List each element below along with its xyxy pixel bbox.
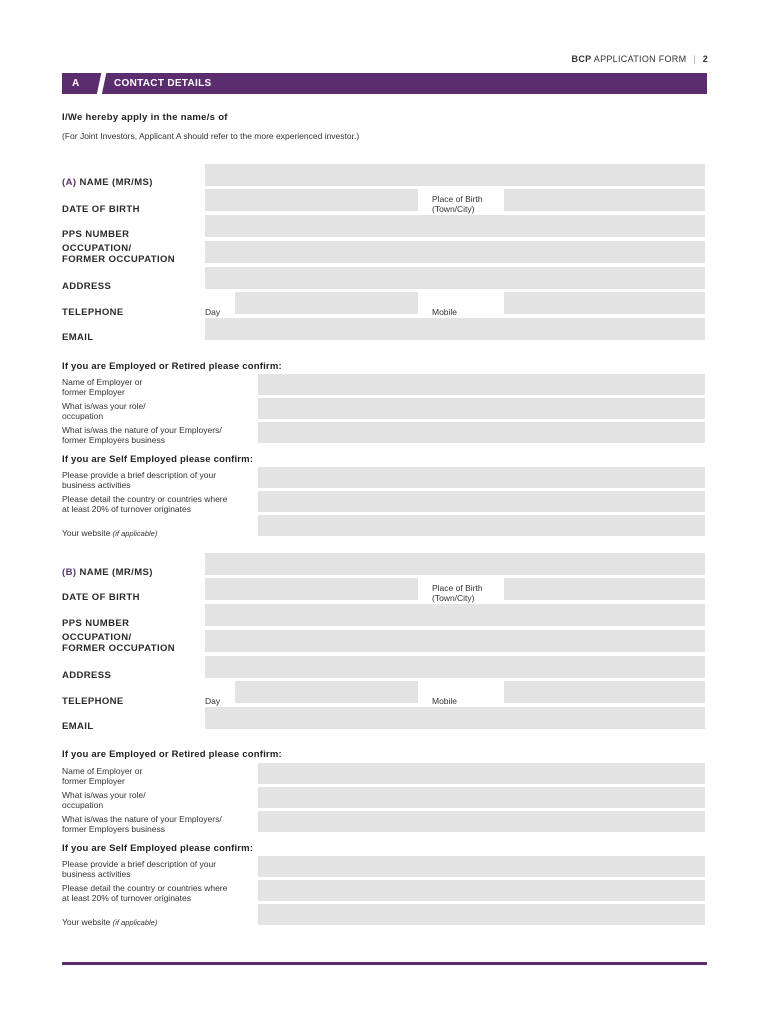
applicant-a-website-label <box>62 528 157 539</box>
applicant-a-turnover-field[interactable] <box>258 491 705 512</box>
occupation-line-2: FORMER OCCUPATION <box>62 643 176 654</box>
section-letter: A <box>72 78 80 89</box>
applicant-b-pps-field[interactable] <box>205 604 705 626</box>
employer-line-2: former Employer <box>62 387 125 397</box>
applicant-a-website-field[interactable] <box>258 515 705 536</box>
applicant-b-telephone-label: TELEPHONE <box>62 696 124 707</box>
occupation-line-2: FORMER OCCUPATION <box>62 254 176 265</box>
applicant-b-occupation-field[interactable] <box>205 630 705 652</box>
brand-name: BCP <box>571 54 592 64</box>
applicant-a-place-of-birth-field[interactable] <box>504 189 705 211</box>
applicant-b-activities-field[interactable] <box>258 856 705 877</box>
role-line-1: What is/was your role/ <box>62 790 146 800</box>
turnover-line-2: at least 20% of turnover originates <box>62 893 191 903</box>
applicant-b-email-label: EMAIL <box>62 721 94 732</box>
role-line-2: occupation <box>62 800 104 810</box>
applicant-a-occupation-field[interactable] <box>205 241 705 263</box>
applicant-a-day-phone-field[interactable] <box>235 292 418 314</box>
turnover-line-1: Please detail the country or countries where <box>62 494 228 504</box>
nature-line-1: What is/was the nature of your Employers/ <box>62 814 222 824</box>
applicant-a-employer-field[interactable] <box>258 374 705 395</box>
website-label-text: Your website <box>62 917 111 927</box>
occupation-line-1: OCCUPATION/ <box>62 632 132 643</box>
applicant-b-dob-label: DATE OF BIRTH <box>62 592 140 603</box>
activities-line-2: business activities <box>62 869 131 879</box>
section-title: CONTACT DETAILS <box>114 78 212 89</box>
applicant-a-dob-field[interactable] <box>205 189 418 211</box>
applicant-a-mobile-field[interactable] <box>504 292 705 314</box>
applicant-b-website-field[interactable] <box>258 904 705 925</box>
applicant-a-self-employed-heading: If you are Self Employed please confirm: <box>62 454 254 465</box>
role-line-1: What is/was your role/ <box>62 401 146 411</box>
place-of-birth-line-2: (Town/City) <box>432 593 475 603</box>
activities-line-1: Please provide a brief description of your <box>62 470 217 480</box>
applicant-b-occupation-label <box>62 632 175 654</box>
website-note: (if applicable) <box>112 918 158 927</box>
activities-line-2: business activities <box>62 480 131 490</box>
place-of-birth-line-1: Place of Birth <box>432 583 483 593</box>
footer-rule <box>62 962 707 965</box>
joint-investors-note: (For Joint Investors, Applicant A should refer to the more experienced investor.) <box>62 131 360 141</box>
applicant-a-occupation-label <box>62 243 175 265</box>
applicant-a-role-field[interactable] <box>258 398 705 419</box>
applicant-a-email-field[interactable] <box>205 318 705 340</box>
applicant-b-mobile-label: Mobile <box>432 696 458 706</box>
applicant-b-email-field[interactable] <box>205 707 705 729</box>
role-line-2: occupation <box>62 411 104 421</box>
website-label-text: Your website <box>62 528 111 538</box>
applicant-a-address-label: ADDRESS <box>62 281 112 292</box>
applicant-a-prefix: (A) <box>62 177 77 188</box>
applicant-b-place-of-birth-field[interactable] <box>504 578 705 600</box>
applicant-b-employer-label <box>62 766 142 786</box>
applicant-b-nature-field[interactable] <box>258 811 705 832</box>
applicant-b-employed-heading: If you are Employed or Retired please confirm: <box>62 749 282 760</box>
applicant-b-prefix: (B) <box>62 567 77 578</box>
place-of-birth-line-2: (Town/City) <box>432 204 475 214</box>
activities-line-1: Please provide a brief description of your <box>62 859 217 869</box>
applicant-b-role-field[interactable] <box>258 787 705 808</box>
applicant-b-turnover-label <box>62 883 227 903</box>
occupation-line-1: OCCUPATION/ <box>62 243 132 254</box>
applicant-b-role-label <box>62 790 146 810</box>
applicant-b-employer-field[interactable] <box>258 763 705 784</box>
employer-line-1: Name of Employer or <box>62 377 143 387</box>
nature-line-2: former Employers business <box>62 435 165 445</box>
website-note: (if applicable) <box>112 529 158 538</box>
applicant-a-day-label: Day <box>205 307 221 317</box>
applicant-a-place-of-birth-label <box>432 194 483 214</box>
name-label-text: NAME (MR/MS) <box>79 567 153 578</box>
applicant-b-address-field[interactable] <box>205 656 705 678</box>
turnover-line-1: Please detail the country or countries where <box>62 883 228 893</box>
nature-line-2: former Employers business <box>62 824 165 834</box>
applicant-a-role-label <box>62 401 146 421</box>
nature-line-1: What is/was the nature of your Employers/ <box>62 425 222 435</box>
applicant-a-turnover-label <box>62 494 227 514</box>
applicant-b-turnover-field[interactable] <box>258 880 705 901</box>
applicant-a-telephone-label: TELEPHONE <box>62 307 124 318</box>
applicant-b-mobile-field[interactable] <box>504 681 705 703</box>
applicant-b-dob-field[interactable] <box>205 578 418 600</box>
turnover-line-2: at least 20% of turnover originates <box>62 504 191 514</box>
applicant-a-pps-label: PPS NUMBER <box>62 229 130 240</box>
applicant-a-employer-label <box>62 377 142 397</box>
section-divider-slash <box>96 73 107 94</box>
applicant-b-pps-label: PPS NUMBER <box>62 618 130 629</box>
applicant-a-name-label <box>62 177 153 188</box>
applicant-a-email-label: EMAIL <box>62 332 94 343</box>
place-of-birth-line-1: Place of Birth <box>432 194 483 204</box>
applicant-a-activities-label <box>62 470 216 490</box>
header-divider: | <box>693 54 696 64</box>
apply-statement: I/We hereby apply in the name/s of <box>62 112 228 123</box>
section-bar <box>62 73 707 94</box>
applicant-b-website-label <box>62 917 157 928</box>
applicant-a-activities-field[interactable] <box>258 467 705 488</box>
applicant-a-mobile-label: Mobile <box>432 307 458 317</box>
applicant-b-self-employed-heading: If you are Self Employed please confirm: <box>62 843 254 854</box>
applicant-b-address-label: ADDRESS <box>62 670 112 681</box>
page-header <box>572 54 708 64</box>
form-title: APPLICATION FORM <box>593 54 687 64</box>
applicant-a-employed-heading: If you are Employed or Retired please confirm: <box>62 361 282 372</box>
applicant-b-nature-label <box>62 814 222 834</box>
applicant-a-nature-field[interactable] <box>258 422 705 443</box>
employer-line-1: Name of Employer or <box>62 766 143 776</box>
applicant-a-pps-field[interactable] <box>205 215 705 237</box>
applicant-a-nature-label <box>62 425 222 445</box>
applicant-b-day-phone-field[interactable] <box>235 681 418 703</box>
employer-line-2: former Employer <box>62 776 125 786</box>
applicant-a-address-field[interactable] <box>205 267 705 289</box>
applicant-b-name-label <box>62 567 153 578</box>
applicant-a-dob-label: DATE OF BIRTH <box>62 204 140 215</box>
applicant-b-day-label: Day <box>205 696 221 706</box>
page-number: 2 <box>702 54 708 64</box>
applicant-b-name-field[interactable] <box>205 553 705 575</box>
applicant-a-name-field[interactable] <box>205 164 705 186</box>
applicant-b-place-of-birth-label <box>432 583 483 603</box>
applicant-b-activities-label <box>62 859 216 879</box>
name-label-text: NAME (MR/MS) <box>79 177 153 188</box>
